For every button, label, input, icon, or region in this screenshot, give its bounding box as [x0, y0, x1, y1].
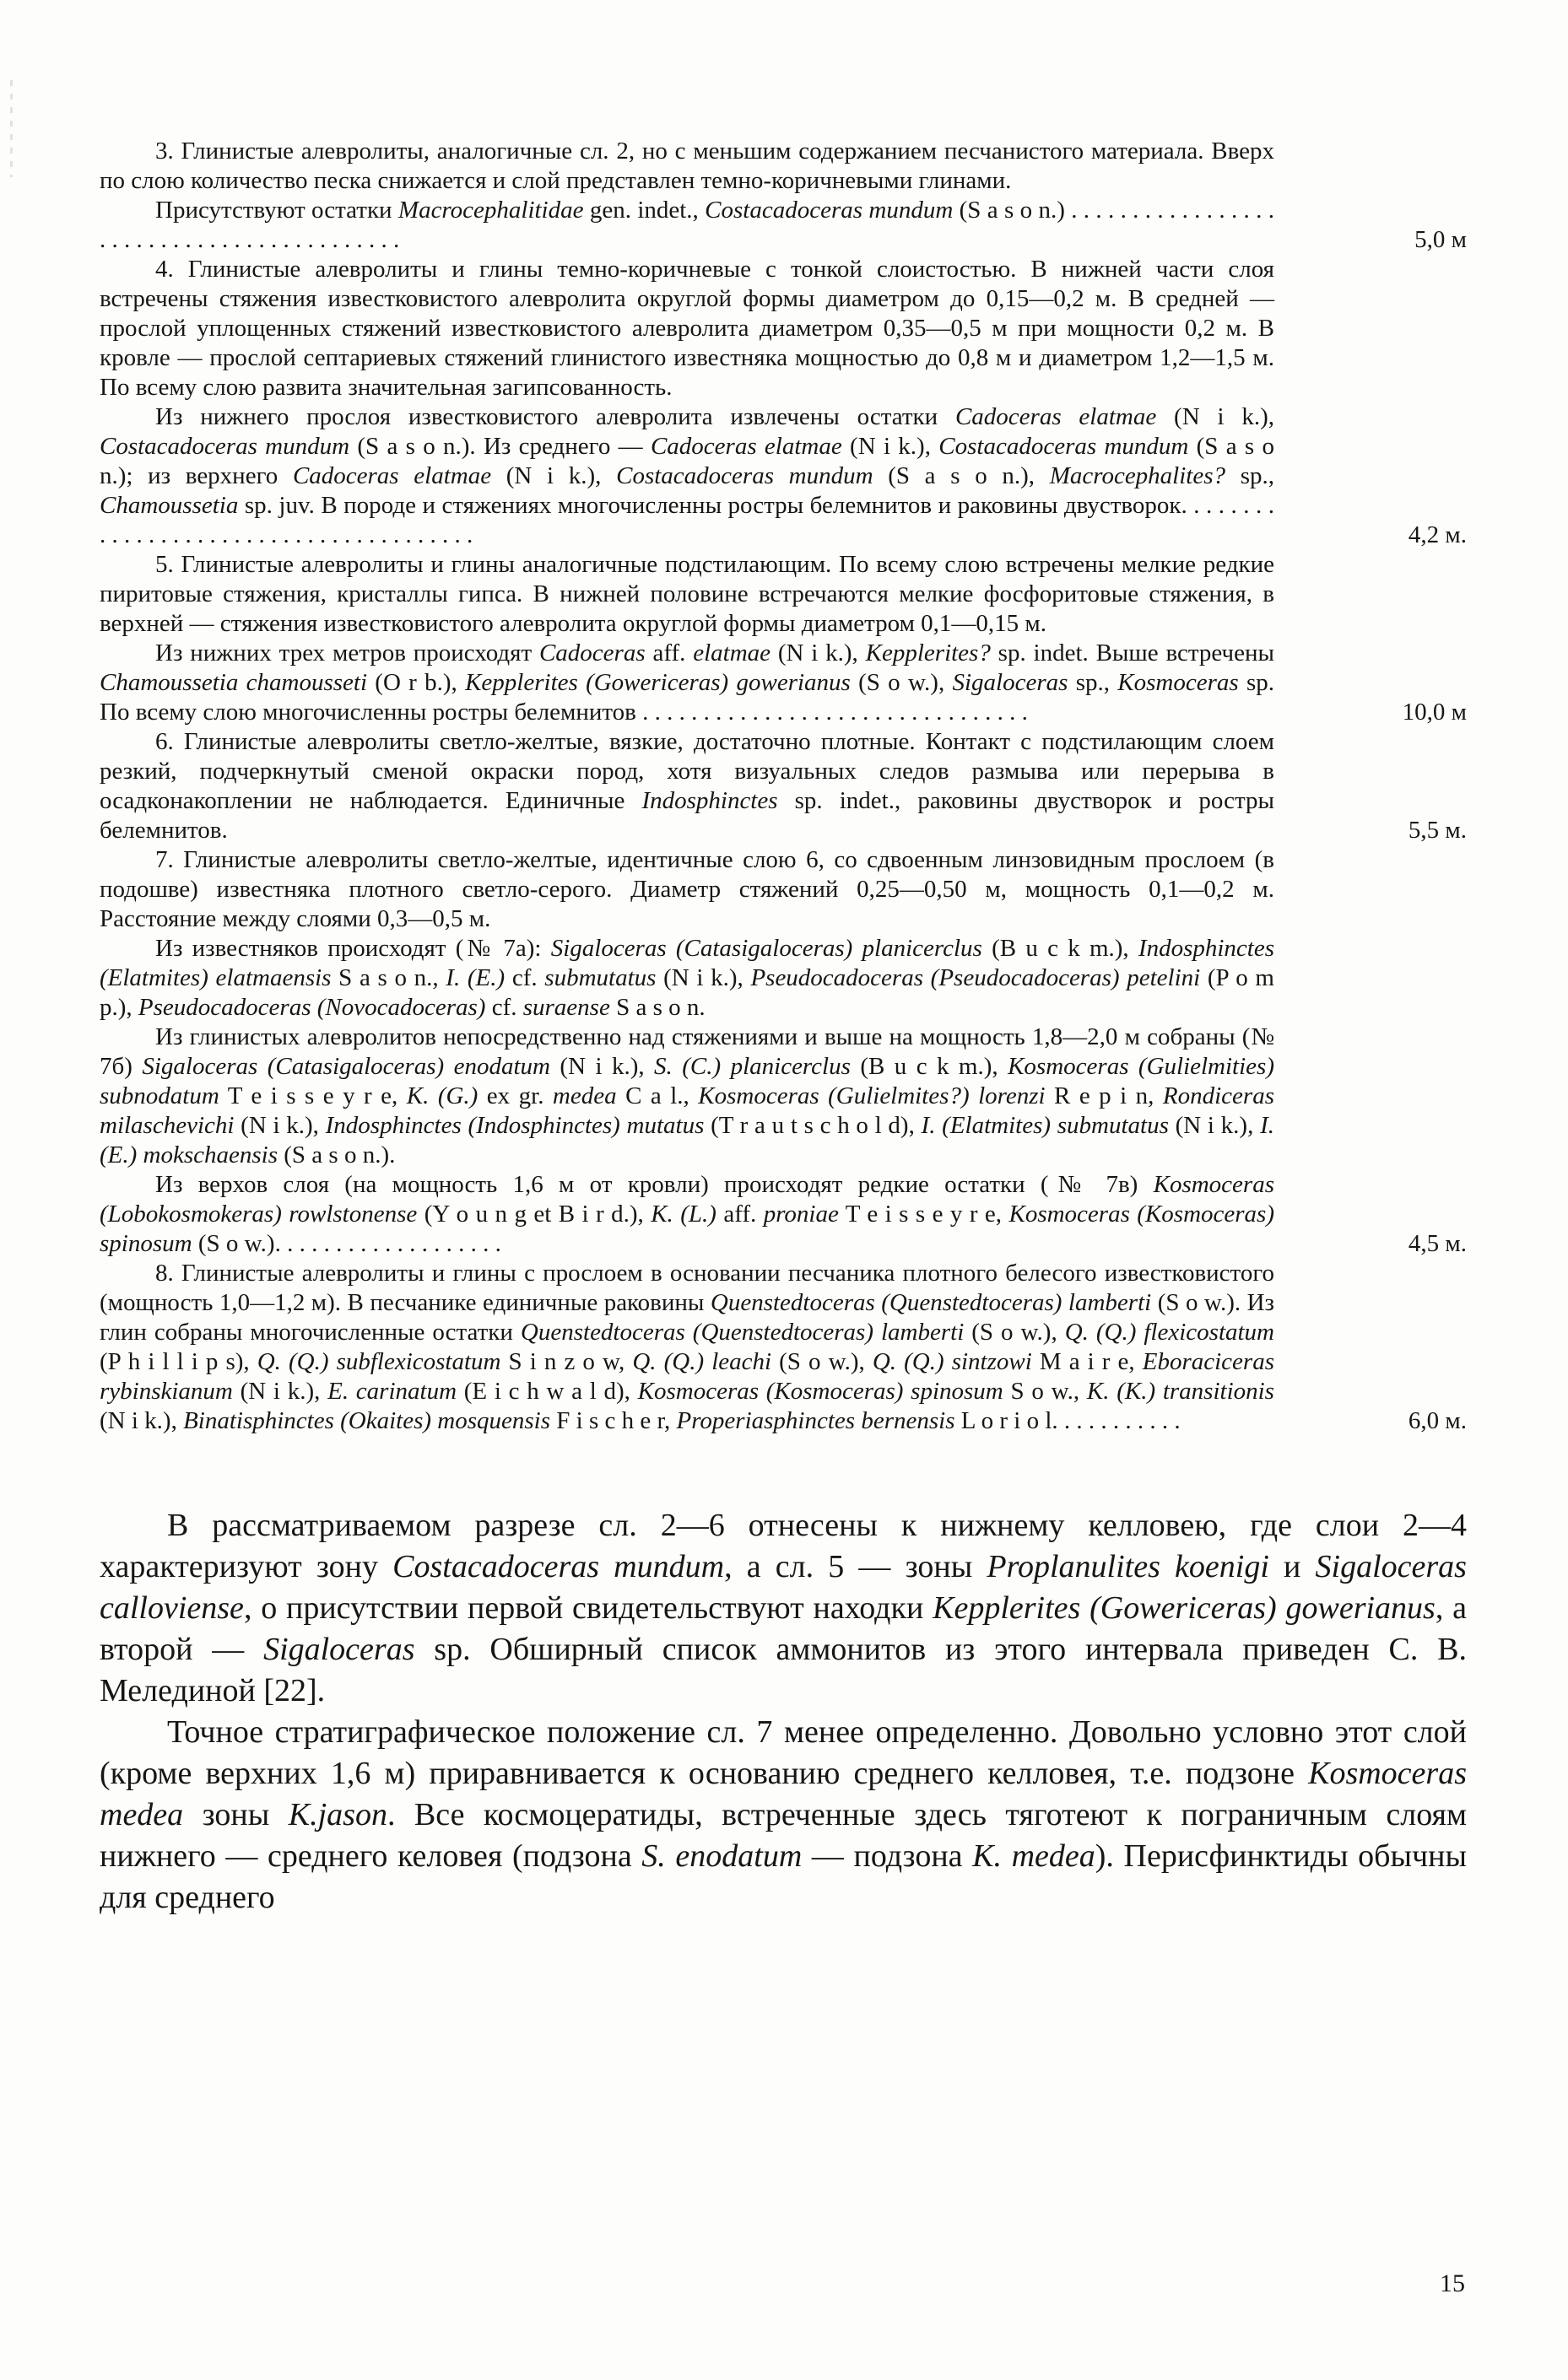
taxon-name: Costacadoceras mundum — [100, 433, 350, 460]
taxon-name: K. medea — [972, 1838, 1095, 1874]
taxon-name: E. carinatum — [327, 1378, 457, 1405]
taxon-name: Macrocephalitidae — [397, 197, 584, 224]
text-run: aff. — [645, 640, 694, 667]
text-run: Точное стратиграфическое положение сл. 7 менее определенно. Довольно условно этот слой (кроме верхних 1,6 м) приравнивается к основанию среднего келловея, т.е. подзоне — [100, 1714, 1467, 1791]
taxon-name: Indosphinctes — [641, 787, 778, 814]
text-run: sp. По всему слою многочисленны ростры белемнитов . . . . . . . . . . . . . . . . . . . . . . . . . . . . . . . . — [100, 669, 1274, 726]
text-run: (S a s o n.). — [278, 1141, 396, 1168]
layer-block — [100, 1259, 1467, 1436]
taxon-name: Kosmoceras (Lobokosmokeras) rowlstonense — [100, 1171, 1274, 1228]
taxon-name: Cadoceras elatmae — [292, 462, 492, 489]
layer-text — [100, 727, 1274, 845]
taxon-name: Indosphinctes (Elatmites) elatmaensis — [100, 935, 1274, 991]
thickness-value: 4,2 м. — [1408, 521, 1467, 548]
text-run: и — [1268, 1549, 1316, 1584]
text-run: (N i k.), — [234, 1112, 326, 1139]
taxon-name: I. (E.) mokschaensis — [100, 1112, 1274, 1168]
text-run: (N i k.), — [770, 640, 866, 667]
text-run: (N i k.), — [549, 1053, 655, 1080]
text-run: 3. Глинистые алевролиты, аналогичные сл. 2, но с меньшим содержанием песчанистого материала. Вверх по слою количество песка снижается и слой представлен темно-коричневыми глинами. — [100, 138, 1274, 194]
text-run: T e i s s e y r e, — [838, 1201, 1009, 1228]
text-run: T e i s s e y r e, — [219, 1082, 407, 1109]
thickness-value: 5,0 м — [1414, 226, 1467, 253]
layer-text — [100, 1259, 1274, 1436]
text-run: aff. — [716, 1201, 764, 1228]
text-run: (S o w.). . . . . . . . . . . . . . . . . . . — [192, 1230, 501, 1257]
layer-block — [100, 550, 1467, 727]
layer-text — [100, 137, 1274, 255]
paragraph — [100, 196, 1274, 255]
text-run: ex gr. — [478, 1082, 553, 1109]
taxon-name: Kosmoceras (Kosmoceras) spinosum — [637, 1378, 1003, 1405]
layer-block — [100, 845, 1467, 1259]
paragraph — [100, 1259, 1274, 1436]
layer-text — [100, 845, 1274, 1259]
taxon-name: submutatus — [544, 964, 657, 991]
text-run: Из нижнего прослоя известковистого алевролита извлечены остатки — [155, 403, 955, 430]
taxon-name: K. (K.) transitionis — [1086, 1378, 1274, 1405]
closing-discussion — [100, 1505, 1467, 1919]
text-run: Присутствуют остатки — [155, 197, 398, 224]
text-run: 8. Глинистые алевролиты и глины с прослоем в основании песчаника плотного белесого известковистого (мощность 1,0—1,2 м). В песчанике единичные раковины — [100, 1260, 1274, 1316]
taxon-name: Kosmoceras (Gulielmites?) lorenzi — [698, 1082, 1046, 1109]
text-run: (B u c k m.), — [850, 1053, 1008, 1080]
text-run: gen. indet., — [583, 197, 706, 224]
paragraph — [100, 934, 1274, 1023]
text-run: (S o w.). Из глин собраны многочисленные остатки — [100, 1289, 1275, 1346]
taxon-name: K.jason — [288, 1797, 387, 1832]
taxon-name: Cadoceras elatmae — [650, 433, 842, 460]
text-run: L o r i o l. . . . . . . . . . . — [954, 1407, 1181, 1434]
taxon-name: Indosphinctes (Indosphinctes) mutatus — [325, 1112, 705, 1139]
page-number: 15 — [1440, 2269, 1465, 2297]
text-run: , о присутствии первой свидетельствуют находки — [243, 1590, 933, 1626]
text-run: R e p i n, — [1045, 1082, 1163, 1109]
taxon-name: Sigaloceras calloviense — [100, 1549, 1467, 1626]
taxon-name: Chamoussetia chamousseti — [100, 669, 368, 696]
text-run: (T r a u t s c h o l d), — [704, 1112, 922, 1139]
taxon-name: Binatisphinctes (Okaites) mosquensis — [183, 1407, 551, 1434]
paragraph — [100, 255, 1274, 402]
taxon-name: Pseudocadoceras (Pseudocadoceras) petelini — [750, 964, 1201, 991]
text-run: sp. indet., раковины двустворок и ростры белемнитов. — [100, 787, 1275, 844]
taxon-name: K. (G.) — [406, 1082, 479, 1109]
text-run: S o w., — [1003, 1378, 1087, 1405]
text-run: (P h i l l i p s), — [100, 1348, 257, 1375]
text-run: F i s c h e r, — [550, 1407, 677, 1434]
text-run: (N i k.), — [841, 433, 939, 460]
text-run: (S a s o n.); из верхнего — [100, 433, 1274, 489]
text-run: (N i k.), — [1156, 403, 1274, 430]
taxon-name: S. (C.) planicerclus — [654, 1053, 851, 1080]
text-run: 7. Глинистые алевролиты светло-желтые, идентичные слою 6, со сдвоенным линзовидным прослоем (в подошве) известняка плотного светло-серого. Диаметр стяжений 0,25—0,50 м, мощность 0,1—0,2 м. Расстояние между слоями 0,3—0,5 м. — [100, 846, 1274, 932]
taxon-name: Kepplerites (Gowericeras) gowerianus — [465, 669, 851, 696]
document-page — [100, 137, 1467, 1919]
paragraph — [100, 1170, 1274, 1259]
text-run: (N i k.), — [1168, 1112, 1261, 1139]
taxon-name: Costacadoceras mundum — [616, 462, 873, 489]
text-run: (B u c k m.), — [981, 935, 1138, 962]
taxon-name: Sigaloceras — [263, 1632, 415, 1667]
taxon-name: medea — [552, 1082, 617, 1109]
paragraph — [100, 845, 1274, 934]
text-run: C a l., — [616, 1082, 699, 1109]
taxon-name: Kepplerites (Gowericeras) gowerianus — [933, 1590, 1436, 1626]
text-run: ). Перисфинктиды обычны для среднего — [100, 1838, 1467, 1915]
taxon-name: Quenstedtoceras (Quenstedtoceras) lamberti — [710, 1289, 1152, 1316]
text-run: 4. Глинистые алевролиты и глины темно-коричневые с тонкой слоистостью. В нижней части слоя встречены стяжения известковистого алевролита округлой формы диаметром до 0,15—0,2 м. В средней — прослой уплощенных стяжений известковистого алевролита диаметром 0,35—0,5 м при мощности 0,2 м. В кровле — прослой септариевых стяжений глинистого известняка мощностью до 0,8 м и диаметром 1,2—1,5 м. По всему слою развита значительная загипсованность. — [100, 256, 1274, 401]
taxon-name: K. (L.) — [651, 1201, 716, 1228]
taxon-name: I. (E.) — [446, 964, 506, 991]
text-run: Из глинистых алевролитов непосредственно над стяжениями и выше на мощность 1,8—2,0 м собраны (№ 7б) — [100, 1023, 1274, 1080]
paragraph — [100, 137, 1274, 196]
taxon-name: Macrocephalites? — [1049, 462, 1226, 489]
thickness-value: 6,0 м. — [1408, 1407, 1467, 1434]
paragraph — [100, 1023, 1274, 1170]
taxon-name: Cadoceras elatmae — [954, 403, 1157, 430]
taxon-name: Kosmoceras medea — [100, 1756, 1467, 1832]
layer-block — [100, 255, 1467, 550]
text-run: (N i k.), — [491, 462, 617, 489]
paragraph — [100, 639, 1274, 727]
paragraph — [100, 727, 1274, 845]
taxon-name: proniae — [763, 1201, 839, 1228]
taxon-name: Kepplerites? — [865, 640, 991, 667]
taxon-name: Quenstedtoceras (Quenstedtoceras) lamberti — [520, 1319, 965, 1346]
layer-descriptions — [100, 137, 1467, 1436]
paragraph — [100, 550, 1274, 639]
text-run: 5. Глинистые алевролиты и глины аналогичные подстилающим. По всему слою встречены мелкие редкие пиритовые стяжения, кристаллы гипса. В нижней половине встречаются мелкие фосфоритовые стяжения, в верхней — стяжения известковистого алевролита округлой формы диаметром 0,1—0,15 м. — [100, 551, 1274, 637]
taxon-name: Chamoussetia — [100, 492, 239, 519]
taxon-name: Cadoceras — [538, 640, 646, 667]
text-run: Из нижних трех метров происходят — [155, 640, 539, 667]
text-run: cf. — [485, 994, 523, 1021]
thickness-value: 5,5 м. — [1408, 817, 1467, 844]
taxon-name: Sigaloceras (Catasigaloceras) enodatum — [142, 1053, 550, 1080]
layer-block — [100, 137, 1467, 255]
text-run: Из верхов слоя (на мощность 1,6 м от кровли) происходят редкие остатки (№ 7в) — [155, 1171, 1154, 1198]
paragraph — [100, 1712, 1467, 1919]
text-run: — подзона — [802, 1838, 973, 1874]
text-run: (S a s o n.). Из среднего — — [349, 433, 651, 460]
layer-block — [100, 727, 1467, 845]
text-run: sp., — [1068, 669, 1118, 696]
text-run: (N i k.), — [656, 964, 751, 991]
taxon-name: Sigaloceras (Catasigaloceras) planicerclus — [550, 935, 982, 962]
thickness-value: 4,5 м. — [1408, 1230, 1467, 1257]
taxon-name: Eboraciceras rybinskianum — [100, 1348, 1274, 1405]
text-run: (E i c h w a l d), — [457, 1378, 638, 1405]
layer-text — [100, 550, 1274, 727]
text-run: sp. indet. Выше встречены — [990, 640, 1274, 667]
taxon-name: Q. (Q.) leachi — [632, 1348, 772, 1375]
text-run: , а сл. 5 — зоны — [724, 1549, 987, 1584]
text-run: . Все космоцератиды, встреченные здесь тяготеют к пограничным слоям нижнего — среднего келовея (подзона — [100, 1797, 1468, 1874]
taxon-name: Q. (Q.) flexicostatum — [1064, 1319, 1274, 1346]
text-run: sp. Обширный список аммонитов из этого интервала приведен С. В. Мелединой [22]. — [100, 1632, 1467, 1708]
text-run: (S a s o n.), — [873, 462, 1050, 489]
paragraph — [100, 402, 1274, 550]
text-run: (O r b.), — [367, 669, 466, 696]
taxon-name: Sigaloceras — [952, 669, 1068, 696]
taxon-name: Costacadoceras mundum — [392, 1549, 725, 1584]
taxon-name: Kosmoceras (Kosmoceras) spinosum — [100, 1201, 1275, 1257]
text-run: зоны — [183, 1797, 289, 1832]
text-run: (P o m p.), — [100, 964, 1274, 1021]
taxon-name: Properiasphinctes bernensis — [676, 1407, 955, 1434]
text-run: S a s o n., — [331, 964, 446, 991]
text-run: cf. — [505, 964, 545, 991]
scan-artifact — [10, 80, 13, 177]
taxon-name: Pseudocadoceras (Novocadoceras) — [138, 994, 486, 1021]
text-run: (S a s o n.) . . . . . . . . . . . . . . . . . . . . . . . . . . . . . . . . . . . . . . . . . . — [100, 197, 1274, 253]
taxon-name: Q. (Q.) sintzowi — [872, 1348, 1032, 1375]
taxon-name: S. enodatum — [641, 1838, 803, 1874]
taxon-name: Kosmoceras — [1117, 669, 1239, 696]
text-run: В рассматриваемом разрезе сл. 2—6 отнесены к нижнему келловею, где слои 2—4 характеризуют зону — [100, 1508, 1467, 1584]
text-run: (N i k.), — [232, 1378, 328, 1405]
paragraph — [100, 1505, 1467, 1712]
text-run: S i n z o w, — [500, 1348, 633, 1375]
text-run: sp., — [1225, 462, 1274, 489]
text-run: S a s o n. — [609, 994, 706, 1021]
layer-text — [100, 255, 1274, 550]
taxon-name: Kosmoceras (Gulielmities) subnodatum — [100, 1053, 1274, 1109]
text-run: Из известняков происходят (№ 7а): — [155, 935, 551, 962]
taxon-name: elatmae — [693, 640, 771, 667]
text-run: 6. Глинистые алевролиты светло-желтые, вязкие, достаточно плотные. Контакт с подстилающим слоем резкий, подчеркнутый сменой окраски пород, хотя визуальных следов размыва или перерыва в осадконакоплении не наблюдается. Единичные — [100, 728, 1274, 814]
text-run: (S o w.), — [964, 1319, 1065, 1346]
text-run: (N i k.), — [100, 1407, 184, 1434]
taxon-name: Costacadoceras mundum — [938, 433, 1189, 460]
taxon-name: suraense — [522, 994, 610, 1021]
text-run: , а второй — — [100, 1590, 1467, 1667]
text-run: (Y o u n g et B i r d.), — [417, 1201, 652, 1228]
text-run: M a i r e, — [1031, 1348, 1143, 1375]
taxon-name: Costacadoceras mundum — [705, 197, 954, 224]
text-run: sp. juv. В породе и стяжениях многочисленны ростры белемнитов и раковины двустворок. . . . . . . . . . . . . . . . . . . . . . . . . . . . . . . . . . . . . . . — [100, 492, 1274, 548]
taxon-name: Rondiceras milaschevichi — [100, 1082, 1274, 1139]
text-run: (S o w.), — [850, 669, 953, 696]
taxon-name: I. (Elatmites) submutatus — [921, 1112, 1169, 1139]
taxon-name: Proplanulites koenigi — [987, 1549, 1269, 1584]
thickness-value: 10,0 м — [1402, 699, 1467, 726]
taxon-name: Q. (Q.) subflexicostatum — [257, 1348, 501, 1375]
text-run: (S o w.), — [771, 1348, 873, 1375]
